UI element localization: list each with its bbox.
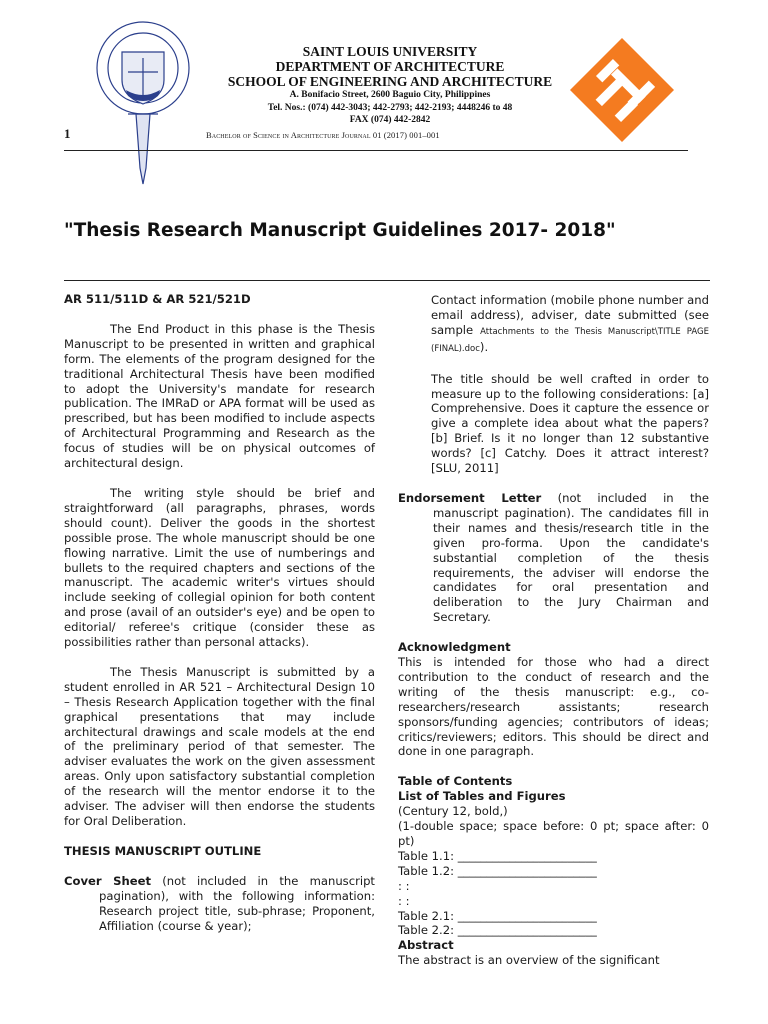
paragraph-end-product: The End Product in this phase is the Thesis Manuscript to be presented in written and graphical form. The elements of the program designed for the traditional Architectural Thesis have been modified to adopt the University's mandate for research publication. The IMRaD or APA format will be used as prescribed, but has been modified to include aspects of Architectural Programming and Research as the focus of studies will be on physical outcomes of architectural design. bbox=[64, 321, 375, 471]
abstract-heading: Abstract bbox=[398, 938, 454, 953]
outline-heading: THESIS MANUSCRIPT OUTLINE bbox=[64, 843, 262, 858]
page-number: 1 bbox=[64, 126, 71, 141]
university-name: SAINT LOUIS UNIVERSITY bbox=[302, 44, 478, 59]
tel-line: Tel. Nos.: (074) 442-3043; 442-2793; 442-2193; 4448246 to 48 bbox=[267, 102, 513, 113]
university-seal-icon bbox=[92, 18, 194, 190]
cover-sheet-continued bbox=[398, 293, 709, 357]
table-entry: Table 1.1: ________________________ bbox=[398, 848, 597, 863]
list-spacing-spec: (1-double space; space before: 0 pt; space after: 0 pt) bbox=[398, 819, 709, 848]
header-divider bbox=[64, 150, 688, 151]
journal-line: Bachelor of Science in Architecture Journal 01 (2017) 001–001 bbox=[206, 130, 440, 140]
acknowledgment-heading: Acknowledgment bbox=[398, 640, 511, 655]
acknowledgment-text: This is intended for those who had a direct contribution to the conduct of research and the writing of the thesis manuscript: e.g., co-researchers/research assistants; research sponsors/funding agencies; contributors of ideas; critics/reviewers; editors. This should be direct and done in one paragraph. bbox=[398, 655, 709, 759]
cover-sheet-label: Cover Sheet bbox=[64, 873, 152, 888]
table-entry: Table 2.1: ________________________ bbox=[398, 908, 597, 923]
slu-logo-icon bbox=[566, 36, 678, 144]
document-title: "Thesis Research Manuscript Guidelines 2017- 2018" bbox=[64, 220, 616, 241]
table-entry: Table 2.2: ________________________ bbox=[398, 923, 597, 938]
table-entry-ellipsis: : : bbox=[398, 893, 410, 908]
endorsement-item bbox=[398, 491, 709, 625]
letterhead bbox=[200, 44, 580, 127]
title-considerations: The title should be well crafted in order to measure up to the following considerations: [a] Comprehensive. Does it capture the essence or give a complete idea about what the papers? [b] Brief. Is it no longer than 12 substantive words? [c] Catchy. Does it attract interest? [SLU, 2011] bbox=[431, 371, 709, 476]
abstract-text: The abstract is an overview of the significant bbox=[398, 953, 660, 968]
toc-heading: Table of Contents bbox=[398, 774, 513, 789]
list-of-tables-heading: List of Tables and Figures bbox=[398, 789, 566, 804]
cover-continued-end: ). bbox=[479, 339, 489, 354]
course-heading: AR 511/511D & AR 521/521D bbox=[64, 292, 251, 306]
list-font-spec: (Century 12, bold,) bbox=[398, 804, 508, 819]
table-entry: Table 1.2: ________________________ bbox=[398, 863, 597, 878]
endorsement-text: (not included in the manuscript pagination). The candidates fill in their names and thesis/research title in the given pro-forma. Upon the candidate's substantial completion of the thesis requirements, the adviser will endorse the candidates for oral presentation and deliberation to the Jury Chairman and Secretary. bbox=[433, 490, 709, 625]
department-name: DEPARTMENT OF ARCHITECTURE bbox=[275, 59, 505, 74]
table-entry-ellipsis: : : bbox=[398, 878, 410, 893]
fax-line: FAX (074) 442-2842 bbox=[349, 115, 431, 125]
attachment-file-link[interactable]: Attachments to the Thesis Manuscript\TITLE PAGE (FINAL).doc bbox=[431, 326, 709, 354]
endorsement-label: Endorsement Letter bbox=[398, 490, 542, 505]
school-name: SCHOOL OF ENGINEERING AND ARCHITECTURE bbox=[227, 74, 553, 89]
paragraph-writing-style: The writing style should be brief and straightforward (all paragraphs, phrases, words should count). Deliver the goods in the shortest possible prose. The whole manuscript should be one flowing narrative. Limit the use of numberings and bullets to the required chapters and sections of the manuscript. The academic writer's virtues should include seeking of collegial opinion for both content and prose (avail of an outsider's eye) and be open to editorial/ referee's critique (consider these as possibilities rather than personal attacks). bbox=[64, 485, 375, 650]
cover-sheet-item bbox=[64, 874, 375, 934]
cover-sheet-text: (not included in the manuscript pagination), with the following information: Research project title, sub-phrase; Proponent, Affiliation (course & year); bbox=[99, 873, 375, 933]
left-column bbox=[64, 292, 375, 933]
title-divider bbox=[64, 280, 710, 281]
right-column bbox=[398, 293, 709, 968]
paragraph-submission: The Thesis Manuscript is submitted by a student enrolled in AR 521 – Architectural Design 10 – Thesis Research Application together with the final graphical presentations that may include architectural drawings and scale models at the end of the preliminary period of that semester. The adviser evaluates the work on the given assessment areas. Only upon satisfactory substantial completion of the research will the mentor endorse it to the adviser. The adviser will then endorse the students for Oral Deliberation. bbox=[64, 664, 375, 828]
cover-continued-text: Contact information (mobile phone number and email address), adviser, date submitted (see sample bbox=[431, 293, 709, 337]
address-line: A. Bonifacio Street, 2600 Baguio City, Philippines bbox=[289, 90, 491, 100]
